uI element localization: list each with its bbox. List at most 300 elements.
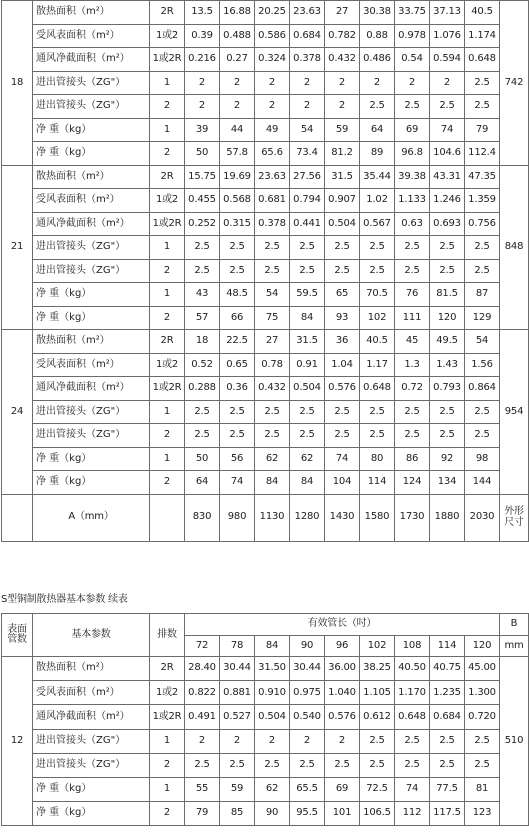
table-row xyxy=(2,48,529,72)
value-cell: 2.5 xyxy=(430,424,465,448)
value-cell: 0.455 xyxy=(185,189,220,213)
row-count-cell: 1或2R xyxy=(150,212,185,236)
value-cell: 38.25 xyxy=(360,657,395,681)
value-cell: 40.75 xyxy=(430,657,465,681)
param-label: 进出管接头（ZG"） xyxy=(33,729,150,753)
value-cell: 59 xyxy=(220,777,255,801)
dimension-cell: 742 xyxy=(500,1,529,166)
value-cell: 50 xyxy=(185,447,220,471)
value-cell: 2.5 xyxy=(430,400,465,424)
header-tubes-cell xyxy=(2,614,33,657)
length-header-cell: 96 xyxy=(325,636,360,657)
footer-dimension-label xyxy=(500,494,529,541)
value-cell: 73.4 xyxy=(290,142,325,166)
value-cell: 2.5 xyxy=(360,753,395,777)
row-count-cell: 2 xyxy=(150,753,185,777)
row-count-cell: 2R xyxy=(150,657,185,681)
value-cell: 27 xyxy=(255,330,290,354)
value-cell: 40.5 xyxy=(465,1,500,25)
row-count-cell: 1或2R xyxy=(150,377,185,401)
footer-value-cell: 1130 xyxy=(255,494,290,541)
value-cell: 0.794 xyxy=(290,189,325,213)
value-cell: 2.5 xyxy=(325,259,360,283)
value-cell: 2.5 xyxy=(290,424,325,448)
value-cell: 37.13 xyxy=(430,1,465,25)
value-cell: 2.5 xyxy=(395,729,430,753)
table-row xyxy=(2,259,529,283)
value-cell: 69 xyxy=(325,777,360,801)
value-cell: 59 xyxy=(325,118,360,142)
value-cell: 33.75 xyxy=(395,1,430,25)
dimension-cell: 510 xyxy=(500,657,529,826)
param-label: 散热面积（m²） xyxy=(33,1,150,25)
tube-count-cell: 12 xyxy=(2,657,33,826)
value-cell: 31.50 xyxy=(255,657,290,681)
value-cell: 2.5 xyxy=(465,424,500,448)
param-label: 受风表面积（m²） xyxy=(33,353,150,377)
value-cell: 85 xyxy=(220,802,255,826)
value-cell: 80 xyxy=(360,447,395,471)
value-cell: 64 xyxy=(185,471,220,495)
value-cell: 2.5 xyxy=(185,400,220,424)
value-cell: 2.5 xyxy=(395,259,430,283)
value-cell: 0.756 xyxy=(465,212,500,236)
value-cell: 0.864 xyxy=(465,377,500,401)
value-cell: 0.567 xyxy=(360,212,395,236)
param-label: 通风净截面积（m²） xyxy=(33,377,150,401)
value-cell: 0.684 xyxy=(290,24,325,48)
row-count-cell: 1 xyxy=(150,400,185,424)
row-count-cell: 1或2 xyxy=(150,24,185,48)
value-cell: 0.576 xyxy=(325,705,360,729)
table-caption: S型铜制散热器基本参数 续表 xyxy=(1,594,128,605)
value-cell: 39.38 xyxy=(395,165,430,189)
radiator-params-table-2 xyxy=(1,613,529,826)
value-cell: 2.5 xyxy=(360,95,395,119)
value-cell: 49 xyxy=(255,118,290,142)
value-cell: 2.5 xyxy=(430,259,465,283)
value-cell: 0.504 xyxy=(255,705,290,729)
value-cell: 1.105 xyxy=(360,681,395,705)
length-header-cell: 102 xyxy=(360,636,395,657)
radiator-params-table-1 xyxy=(1,0,529,542)
value-cell: 2.5 xyxy=(465,259,500,283)
value-cell: 2.5 xyxy=(185,424,220,448)
value-cell: 2 xyxy=(325,729,360,753)
value-cell: 15.75 xyxy=(185,165,220,189)
value-cell: 44 xyxy=(220,118,255,142)
value-cell: 120 xyxy=(430,306,465,330)
value-cell: 74 xyxy=(430,118,465,142)
value-cell: 2.5 xyxy=(255,753,290,777)
param-label: 进出管接头（ZG"） xyxy=(33,236,150,260)
row-count-cell: 1或2R xyxy=(150,48,185,72)
length-header-cell: 114 xyxy=(430,636,465,657)
value-cell: 0.594 xyxy=(430,48,465,72)
value-cell: 27 xyxy=(325,1,360,25)
value-cell: 1.040 xyxy=(325,681,360,705)
table-row xyxy=(2,330,529,354)
row-count-cell: 2 xyxy=(150,802,185,826)
value-cell: 74 xyxy=(395,777,430,801)
table-row xyxy=(2,165,529,189)
value-cell: 0.378 xyxy=(255,212,290,236)
value-cell: 124 xyxy=(395,471,430,495)
header-tubes-line2: 管数 xyxy=(7,634,27,645)
value-cell: 2 xyxy=(255,729,290,753)
value-cell: 90 xyxy=(255,802,290,826)
table-row xyxy=(2,353,529,377)
value-cell: 81 xyxy=(465,777,500,801)
value-cell: 106.5 xyxy=(360,802,395,826)
row-count-cell: 2 xyxy=(150,471,185,495)
length-header-cell: 120 xyxy=(465,636,500,657)
value-cell: 0.72 xyxy=(395,377,430,401)
header-params: 基本参数 xyxy=(33,614,150,657)
value-cell: 0.54 xyxy=(395,48,430,72)
value-cell: 0.315 xyxy=(220,212,255,236)
value-cell: 1.235 xyxy=(430,681,465,705)
value-cell: 16.88 xyxy=(220,1,255,25)
table-row xyxy=(2,236,529,260)
row-count-cell: 2 xyxy=(150,95,185,119)
param-label: 进出管接头（ZG"） xyxy=(33,400,150,424)
value-cell: 35.44 xyxy=(360,165,395,189)
table-row xyxy=(2,424,529,448)
value-cell: 70.5 xyxy=(360,283,395,307)
value-cell: 40.5 xyxy=(360,330,395,354)
value-cell: 62 xyxy=(290,447,325,471)
value-cell: 1.300 xyxy=(465,681,500,705)
value-cell: 2.5 xyxy=(465,71,500,95)
value-cell: 0.39 xyxy=(185,24,220,48)
value-cell: 0.504 xyxy=(325,212,360,236)
param-label: 通风净截面积（m²） xyxy=(33,705,150,729)
length-header-cell: 90 xyxy=(290,636,325,657)
value-cell: 102 xyxy=(360,306,395,330)
param-label: 净 重（kg） xyxy=(33,118,150,142)
value-cell: 1.43 xyxy=(430,353,465,377)
value-cell: 84 xyxy=(290,306,325,330)
value-cell: 2.5 xyxy=(430,236,465,260)
value-cell: 74 xyxy=(220,471,255,495)
value-cell: 28.40 xyxy=(185,657,220,681)
value-cell: 2.5 xyxy=(290,753,325,777)
value-cell: 2 xyxy=(255,95,290,119)
value-cell: 0.65 xyxy=(220,353,255,377)
value-cell: 0.907 xyxy=(325,189,360,213)
table-row xyxy=(2,189,529,213)
value-cell: 0.78 xyxy=(255,353,290,377)
value-cell: 2 xyxy=(185,95,220,119)
value-cell: 77.5 xyxy=(430,777,465,801)
value-cell: 2 xyxy=(290,729,325,753)
value-cell: 0.91 xyxy=(290,353,325,377)
value-cell: 123 xyxy=(465,802,500,826)
value-cell: 0.648 xyxy=(360,377,395,401)
value-cell: 0.568 xyxy=(220,189,255,213)
value-cell: 36 xyxy=(325,330,360,354)
param-label: 散热面积（m²） xyxy=(33,657,150,681)
table-row xyxy=(2,71,529,95)
value-cell: 2.5 xyxy=(395,95,430,119)
value-cell: 1.17 xyxy=(360,353,395,377)
row-count-cell: 1 xyxy=(150,447,185,471)
value-cell: 2.5 xyxy=(360,259,395,283)
value-cell: 47.35 xyxy=(465,165,500,189)
value-cell: 0.27 xyxy=(220,48,255,72)
value-cell: 0.88 xyxy=(360,24,395,48)
param-label: 净 重（kg） xyxy=(33,802,150,826)
param-label: 散热面积（m²） xyxy=(33,165,150,189)
footer-value-cell: 1580 xyxy=(360,494,395,541)
value-cell: 0.782 xyxy=(325,24,360,48)
table-row xyxy=(2,95,529,119)
value-cell: 2 xyxy=(360,71,395,95)
row-count-cell: 2 xyxy=(150,306,185,330)
value-cell: 2.5 xyxy=(395,424,430,448)
param-label: 进出管接头（ZG"） xyxy=(33,259,150,283)
value-cell: 62 xyxy=(255,447,290,471)
value-cell: 2 xyxy=(325,95,360,119)
value-cell: 2.5 xyxy=(465,95,500,119)
value-cell: 2.5 xyxy=(430,753,465,777)
footer-empty-cell xyxy=(2,494,33,541)
value-cell: 13.5 xyxy=(185,1,220,25)
value-cell: 65.5 xyxy=(290,777,325,801)
row-count-cell: 2 xyxy=(150,424,185,448)
value-cell: 1.02 xyxy=(360,189,395,213)
value-cell: 112 xyxy=(395,802,430,826)
tube-count-cell: 18 xyxy=(2,1,33,166)
param-label: 进出管接头（ZG"） xyxy=(33,753,150,777)
table-row xyxy=(2,705,529,729)
length-header-cell: 84 xyxy=(255,636,290,657)
param-label: 净 重（kg） xyxy=(33,283,150,307)
value-cell: 2.5 xyxy=(325,400,360,424)
header-rows: 排数 xyxy=(150,614,185,657)
row-count-cell: 1 xyxy=(150,71,185,95)
value-cell: 43 xyxy=(185,283,220,307)
value-cell: 2 xyxy=(325,71,360,95)
value-cell: 45 xyxy=(395,330,430,354)
row-count-cell: 1 xyxy=(150,283,185,307)
value-cell: 129 xyxy=(465,306,500,330)
param-label: 散热面积（m²） xyxy=(33,330,150,354)
value-cell: 2.5 xyxy=(220,424,255,448)
length-header-cell: 72 xyxy=(185,636,220,657)
value-cell: 1.359 xyxy=(465,189,500,213)
value-cell: 89 xyxy=(360,142,395,166)
value-cell: 0.693 xyxy=(430,212,465,236)
value-cell: 2.5 xyxy=(465,729,500,753)
value-cell: 2.5 xyxy=(290,400,325,424)
param-label: 受风表面积（m²） xyxy=(33,681,150,705)
value-cell: 2.5 xyxy=(360,400,395,424)
value-cell: 0.432 xyxy=(255,377,290,401)
value-cell: 31.5 xyxy=(290,330,325,354)
table-row xyxy=(2,306,529,330)
value-cell: 92 xyxy=(430,447,465,471)
value-cell: 2.5 xyxy=(255,400,290,424)
value-cell: 2 xyxy=(220,95,255,119)
value-cell: 2.5 xyxy=(360,729,395,753)
value-cell: 2.5 xyxy=(290,259,325,283)
length-header-cell: 78 xyxy=(220,636,255,657)
row-count-cell: 2R xyxy=(150,330,185,354)
value-cell: 30.44 xyxy=(220,657,255,681)
footer-value-cell: 1880 xyxy=(430,494,465,541)
value-cell: 2.5 xyxy=(360,424,395,448)
header-row-top xyxy=(2,614,529,636)
table-row xyxy=(2,24,529,48)
value-cell: 23.63 xyxy=(290,1,325,25)
value-cell: 18 xyxy=(185,330,220,354)
row-count-cell: 2 xyxy=(150,259,185,283)
value-cell: 48.5 xyxy=(220,283,255,307)
value-cell: 0.252 xyxy=(185,212,220,236)
param-label: 净 重（kg） xyxy=(33,306,150,330)
value-cell: 0.432 xyxy=(325,48,360,72)
value-cell: 0.36 xyxy=(220,377,255,401)
value-cell: 2 xyxy=(255,71,290,95)
value-cell: 114 xyxy=(360,471,395,495)
value-cell: 2.5 xyxy=(465,753,500,777)
value-cell: 2.5 xyxy=(185,236,220,260)
value-cell: 2 xyxy=(290,95,325,119)
value-cell: 2.5 xyxy=(465,236,500,260)
value-cell: 66 xyxy=(220,306,255,330)
value-cell: 65.6 xyxy=(255,142,290,166)
footer-value-cell: 980 xyxy=(220,494,255,541)
param-label: 进出管接头（ZG"） xyxy=(33,95,150,119)
value-cell: 1.133 xyxy=(395,189,430,213)
value-cell: 81.2 xyxy=(325,142,360,166)
value-cell: 117.5 xyxy=(430,802,465,826)
value-cell: 57 xyxy=(185,306,220,330)
value-cell: 45.00 xyxy=(465,657,500,681)
value-cell: 2 xyxy=(430,71,465,95)
value-cell: 98 xyxy=(465,447,500,471)
table-row xyxy=(2,377,529,401)
param-label: 净 重（kg） xyxy=(33,777,150,801)
value-cell: 0.324 xyxy=(255,48,290,72)
value-cell: 93 xyxy=(325,306,360,330)
value-cell: 0.586 xyxy=(255,24,290,48)
value-cell: 2.5 xyxy=(325,424,360,448)
param-label: 通风净截面积（m²） xyxy=(33,48,150,72)
value-cell: 84 xyxy=(255,471,290,495)
value-cell: 30.38 xyxy=(360,1,395,25)
value-cell: 1.04 xyxy=(325,353,360,377)
value-cell: 111 xyxy=(395,306,430,330)
value-cell: 54 xyxy=(255,283,290,307)
value-cell: 59.5 xyxy=(290,283,325,307)
table-row xyxy=(2,777,529,801)
value-cell: 0.491 xyxy=(185,705,220,729)
value-cell: 2.5 xyxy=(360,236,395,260)
row-count-cell: 1或2R xyxy=(150,705,185,729)
value-cell: 76 xyxy=(395,283,430,307)
value-cell: 144 xyxy=(465,471,500,495)
value-cell: 2.5 xyxy=(325,236,360,260)
value-cell: 0.975 xyxy=(290,681,325,705)
footer-empty-cell xyxy=(150,494,185,541)
value-cell: 1.3 xyxy=(395,353,430,377)
value-cell: 0.648 xyxy=(395,705,430,729)
row-count-cell: 1 xyxy=(150,236,185,260)
value-cell: 2.5 xyxy=(290,236,325,260)
value-cell: 1.174 xyxy=(465,24,500,48)
footer-dimension-line2: 尺寸 xyxy=(504,516,524,528)
row-count-cell: 1或2 xyxy=(150,681,185,705)
value-cell: 75 xyxy=(255,306,290,330)
value-cell: 2.5 xyxy=(255,236,290,260)
value-cell: 2.5 xyxy=(465,400,500,424)
header-effective-length: 有效管长（吋） xyxy=(185,614,500,636)
footer-value-cell: 1430 xyxy=(325,494,360,541)
row-count-cell: 2R xyxy=(150,165,185,189)
value-cell: 0.527 xyxy=(220,705,255,729)
value-cell: 40.50 xyxy=(395,657,430,681)
value-cell: 1.56 xyxy=(465,353,500,377)
value-cell: 2.5 xyxy=(185,259,220,283)
b-unit-cell: mm xyxy=(500,636,529,657)
row-count-cell: 1 xyxy=(150,729,185,753)
value-cell: 96.8 xyxy=(395,142,430,166)
table-row xyxy=(2,471,529,495)
table-row xyxy=(2,118,529,142)
value-cell: 0.910 xyxy=(255,681,290,705)
value-cell: 23.63 xyxy=(255,165,290,189)
header-tubes-line1: 表面 xyxy=(7,623,27,635)
dimension-cell: 848 xyxy=(500,165,529,330)
value-cell: 2 xyxy=(395,71,430,95)
value-cell: 2.5 xyxy=(395,400,430,424)
table-row xyxy=(2,212,529,236)
length-header-cell: 108 xyxy=(395,636,430,657)
value-cell: 0.648 xyxy=(465,48,500,72)
footer-row xyxy=(2,494,529,541)
value-cell: 0.822 xyxy=(185,681,220,705)
value-cell: 2.5 xyxy=(430,729,465,753)
value-cell: 72.5 xyxy=(360,777,395,801)
value-cell: 2.5 xyxy=(255,259,290,283)
value-cell: 0.978 xyxy=(395,24,430,48)
tube-count-cell: 21 xyxy=(2,165,33,330)
value-cell: 1.170 xyxy=(395,681,430,705)
value-cell: 2.5 xyxy=(220,236,255,260)
header-b: B xyxy=(500,614,529,636)
table-row xyxy=(2,657,529,681)
value-cell: 31.5 xyxy=(325,165,360,189)
table-row xyxy=(2,729,529,753)
param-label: 净 重（kg） xyxy=(33,471,150,495)
value-cell: 62 xyxy=(255,777,290,801)
value-cell: 87 xyxy=(465,283,500,307)
value-cell: 2 xyxy=(185,729,220,753)
table-row xyxy=(2,447,529,471)
value-cell: 0.441 xyxy=(290,212,325,236)
table-row xyxy=(2,753,529,777)
value-cell: 2.5 xyxy=(395,753,430,777)
value-cell: 74 xyxy=(325,447,360,471)
row-count-cell: 1 xyxy=(150,118,185,142)
value-cell: 134 xyxy=(430,471,465,495)
value-cell: 2 xyxy=(220,71,255,95)
value-cell: 0.612 xyxy=(360,705,395,729)
value-cell: 54 xyxy=(290,118,325,142)
